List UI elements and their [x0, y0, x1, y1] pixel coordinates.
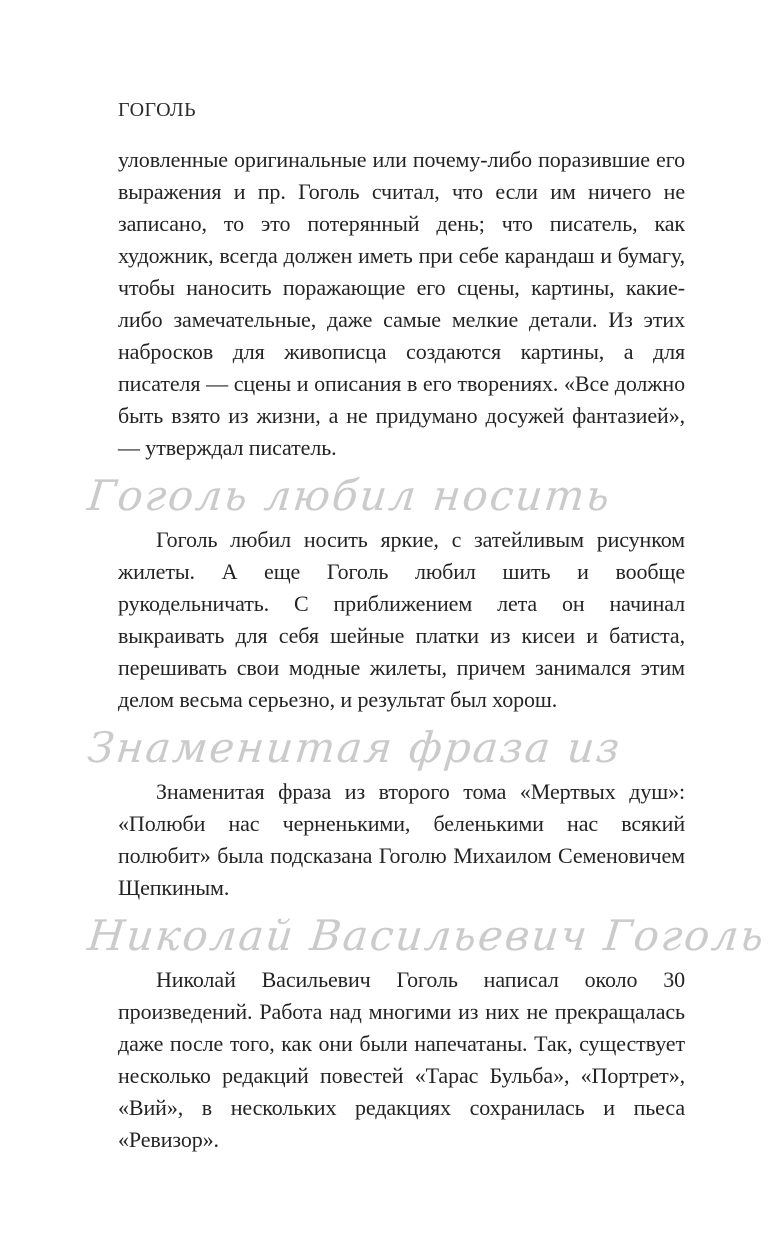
- paragraph-continuation: уловленные оригинальные или почему-либо поразившие его выражения и пр. Гоголь считал, что если им ничего не записано, то это потерянный день; что писатель, как художник, всегда должен иметь при себе карандаш и бумагу, чтобы наносить поражающие его сцены, картины, какие-либо замечательные, даже самые мелкие детали. Из этих набросков для живописца создаются картины, а для писателя — сцены и описания в его творениях. «Все должно быть взято из жизни, а не придумано досужей фантазией», — утверждал писатель.: [118, 147, 685, 460]
- script-heading-gogol-loved-to-wear: Гоголь любил носить: [85, 471, 614, 520]
- script-heading-nikolai-vasilievich-gogol: Николай Васильевич Гоголь: [85, 911, 768, 960]
- paragraph-dead-souls-phrase: Знаменитая фраза из второго тома «Мертвых душ»: «Полюби нас черненькими, беленькими нас всякий полюбит» была подсказана Гоголю Михаилом Семеновичем Щепкиным.: [118, 779, 685, 900]
- paragraph-works-count: Николай Васильевич Гоголь написал около 30 произведений. Работа над многими из них не прекращалась даже после того, как они были напечатаны. Так, существует несколько редакций повестей «Тарас Бульба», «Портрет», «Вий», в нескольких редакциях сохранилась и пьеса «Ревизор».: [118, 967, 685, 1152]
- script-heading-famous-phrase: Знаменитая фраза из: [85, 723, 624, 772]
- running-header: ГОГОЛЬ: [118, 99, 197, 121]
- paragraph-vests: Гоголь любил носить яркие, с затейливым рисунком жилеты. А еще Гоголь любил шить и вообще рукодельничать. С приближением лета он начинал выкраивать для себя шейные платки из кисеи и батиста, перешивать свои модные жилеты, причем занимался этим делом весьма серьезно, и результат был хорош.: [118, 527, 685, 712]
